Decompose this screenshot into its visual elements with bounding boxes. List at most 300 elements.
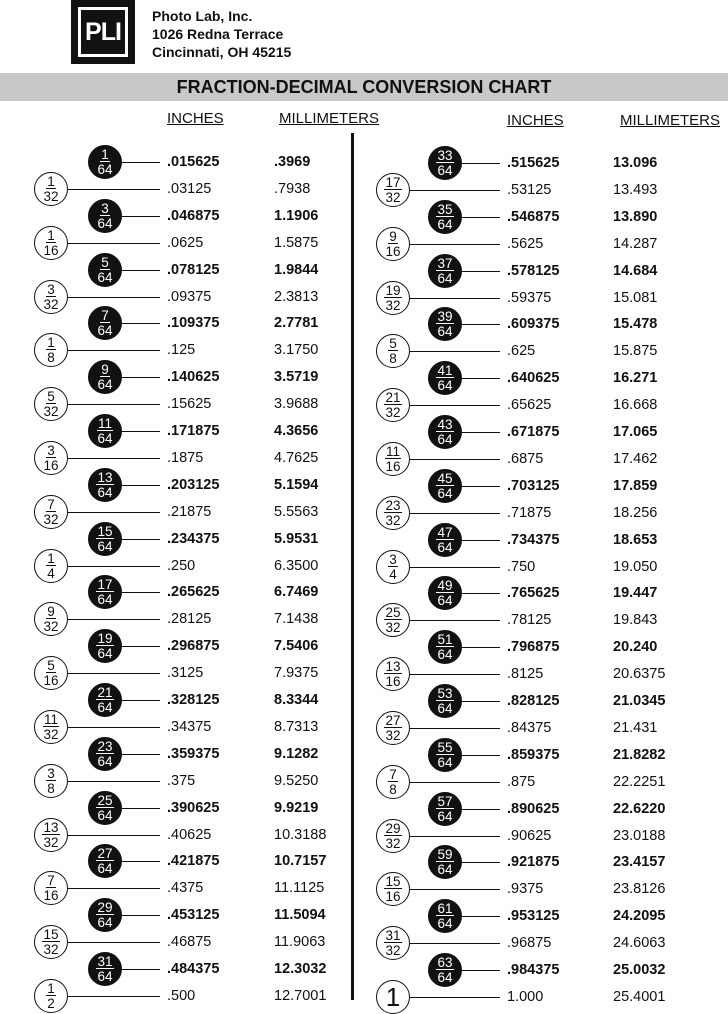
fraction-badge (34, 818, 68, 852)
fraction-badge (428, 845, 462, 879)
millimeters-value: .3969 (274, 154, 311, 170)
fraction-badge (376, 980, 410, 1014)
fraction-numerator: 23 (97, 738, 113, 754)
millimeters-value: 21.431 (613, 719, 658, 736)
fraction-numerator: 49 (437, 578, 453, 594)
fraction-badge (428, 684, 462, 718)
inches-value: .015625 (167, 154, 220, 170)
millimeters-value: 8.3344 (274, 692, 319, 708)
fraction-numerator: 5 (47, 389, 55, 405)
inches-value: .890625 (507, 800, 560, 817)
leader-line (410, 674, 500, 675)
millimeters-value: 24.6063 (613, 935, 666, 952)
fraction-badge (88, 629, 122, 663)
inches-value: .53125 (507, 181, 552, 198)
fraction-badge (34, 764, 68, 798)
fraction-numerator: 5 (47, 658, 55, 674)
millimeters-value: 2.3813 (274, 288, 319, 305)
fraction-denominator: 64 (437, 647, 453, 663)
fraction-numerator: 57 (437, 793, 453, 809)
fraction-numerator: 9 (47, 604, 55, 620)
fraction-numerator: 3 (47, 442, 55, 458)
fraction-badge (428, 361, 462, 395)
inches-value: .0625 (167, 234, 204, 251)
millimeters-value: 16.271 (613, 370, 658, 387)
millimeters-value: 25.4001 (613, 988, 666, 1005)
company-street: 1026 Redna Terrace (152, 26, 284, 42)
fraction-numerator: 39 (437, 309, 453, 325)
millimeters-value: 9.5250 (274, 772, 319, 789)
leader-line (68, 297, 160, 298)
fraction-badge (376, 819, 410, 853)
fraction-badge (34, 871, 68, 905)
leader-line (122, 915, 160, 916)
fraction-denominator: 64 (97, 753, 113, 769)
leader-line (410, 405, 500, 406)
leader-line (462, 540, 500, 541)
millimeters-value: 18.256 (613, 504, 658, 521)
leader-line (462, 271, 500, 272)
leader-line (410, 244, 500, 245)
inches-value: .250 (167, 557, 196, 574)
fraction-numerator: 45 (437, 470, 453, 486)
inches-value: .796875 (507, 639, 560, 656)
fraction-numerator: 37 (437, 255, 453, 271)
leader-line (462, 593, 500, 594)
inches-value: .875 (507, 773, 536, 790)
fraction-numerator: 13 (97, 469, 113, 485)
fraction-numerator: 11 (97, 416, 112, 431)
fraction-denominator: 32 (43, 404, 59, 420)
millimeters-value: 20.6375 (613, 666, 666, 683)
fraction-badge (376, 872, 410, 906)
fraction-numerator: 63 (437, 955, 453, 970)
fraction-badge (88, 952, 122, 986)
inches-value: .750 (507, 558, 536, 575)
fraction-numerator: 9 (101, 362, 109, 378)
fraction-numerator: 23 (385, 497, 401, 513)
leader-line (68, 727, 160, 728)
leader-line (122, 216, 160, 217)
leader-line (410, 943, 500, 944)
leader-line (462, 432, 500, 433)
inches-value: .765625 (507, 585, 560, 602)
millimeters-value: 10.3188 (274, 826, 327, 843)
fraction-denominator: 8 (47, 350, 55, 366)
fraction-denominator: 32 (385, 835, 401, 851)
millimeters-value: 15.081 (613, 289, 658, 306)
leader-line (68, 942, 160, 943)
millimeters-value: 17.859 (613, 477, 658, 494)
leader-line (410, 997, 500, 998)
fraction-badge (34, 280, 68, 314)
inches-value: .3125 (167, 665, 204, 682)
fraction-badge (88, 791, 122, 825)
fraction-numerator: 1 (47, 335, 55, 351)
fraction-denominator: 64 (437, 378, 453, 394)
fraction-badge (88, 522, 122, 556)
millimeters-value: 14.287 (613, 235, 658, 252)
inches-value: .140625 (167, 369, 220, 386)
leader-line (462, 217, 500, 218)
fraction-denominator: 16 (43, 888, 59, 904)
leader-line (410, 889, 500, 890)
fraction-denominator: 64 (437, 862, 453, 878)
millimeters-value: 11.9063 (274, 934, 326, 951)
inches-value: .46875 (167, 934, 212, 951)
fraction-numerator: 61 (437, 901, 453, 917)
millimeters-value: 16.668 (613, 397, 658, 414)
millimeters-value: 12.3032 (274, 961, 327, 977)
millimeters-value: 18.653 (613, 531, 658, 548)
leader-line (410, 620, 500, 621)
millimeters-value: 15.478 (613, 316, 658, 333)
inches-value: .046875 (167, 207, 220, 224)
fraction-denominator: 64 (97, 915, 113, 931)
fraction-denominator: 32 (385, 405, 401, 421)
inches-value: .828125 (507, 693, 560, 709)
leader-line (68, 888, 160, 889)
millimeters-value: 12.7001 (274, 987, 327, 1004)
fraction-numerator: 5 (101, 254, 109, 270)
fraction-badge (376, 227, 410, 261)
fraction-denominator: 8 (47, 780, 55, 796)
fraction-denominator: 16 (43, 457, 59, 473)
fraction-badge (34, 549, 68, 583)
fraction-badge (34, 925, 68, 959)
leader-line (410, 567, 500, 568)
inches-value: .71875 (507, 504, 552, 521)
leader-line (122, 323, 160, 324)
leader-line (68, 619, 160, 620)
column-divider (351, 133, 354, 1000)
left-inches-header: INCHES (167, 110, 224, 127)
inches-value: .296875 (167, 638, 220, 655)
fraction-denominator: 64 (97, 592, 113, 608)
fraction-numerator: 31 (97, 954, 113, 969)
fraction-badge (376, 173, 410, 207)
fraction-badge (428, 146, 462, 180)
leader-line (68, 243, 160, 244)
fraction-badge (34, 441, 68, 475)
leader-line (68, 835, 160, 836)
fraction-badge (376, 388, 410, 422)
fraction-numerator: 47 (437, 524, 453, 540)
fraction-numerator: 35 (437, 201, 453, 217)
millimeters-value: 23.0188 (613, 827, 666, 844)
fraction-denominator: 64 (97, 323, 113, 339)
fraction-denominator: 16 (385, 889, 401, 905)
fraction-badge (428, 792, 462, 826)
fraction-denominator: 32 (43, 619, 59, 635)
fraction-denominator: 32 (43, 942, 59, 958)
fraction-denominator: 32 (385, 943, 401, 959)
leader-line (68, 458, 160, 459)
fraction-numerator: 1 (47, 227, 55, 243)
fraction-badge (376, 442, 410, 476)
fraction-denominator: 64 (97, 969, 113, 984)
leader-line (410, 513, 500, 514)
millimeters-value: 17.462 (613, 450, 658, 467)
leader-line (410, 298, 500, 299)
fraction-badge (88, 414, 122, 448)
inches-value: .1875 (167, 449, 204, 466)
inches-value: .15625 (167, 396, 212, 413)
fraction-badge (428, 630, 462, 664)
millimeters-value: 10.7157 (274, 853, 327, 870)
inches-value: .328125 (167, 692, 220, 708)
millimeters-value: 5.9531 (274, 530, 319, 547)
leader-line (68, 189, 160, 190)
logo-text: PLI (78, 7, 128, 57)
inches-value: .500 (167, 987, 196, 1004)
leader-line (68, 781, 160, 782)
right-inches-header: INCHES (507, 112, 564, 129)
millimeters-value: .7938 (274, 180, 311, 197)
inches-value: .734375 (507, 531, 560, 548)
fraction-numerator: 5 (389, 336, 397, 352)
leader-line (462, 862, 500, 863)
inches-value: .6875 (507, 450, 544, 467)
leader-line (122, 861, 160, 862)
fraction-badge (428, 307, 462, 341)
fraction-badge (428, 469, 462, 503)
fraction-numerator: 25 (97, 792, 113, 808)
fraction-denominator: 4 (389, 566, 397, 582)
inches-value: .546875 (507, 208, 560, 225)
fraction-badge (88, 683, 122, 717)
inches-value: .359375 (167, 745, 220, 762)
millimeters-value: 19.050 (613, 558, 658, 575)
fraction-numerator: 1 (47, 173, 55, 189)
leader-line (462, 324, 500, 325)
fraction-badge (376, 603, 410, 637)
fraction-denominator: 64 (97, 807, 113, 823)
inches-value: .453125 (167, 907, 220, 924)
fraction-denominator: 32 (385, 512, 401, 528)
inches-value: .984375 (507, 962, 560, 978)
leader-line (410, 728, 500, 729)
fraction-badge (376, 657, 410, 691)
fraction-numerator: 29 (97, 900, 113, 916)
inches-value: .09375 (167, 288, 212, 305)
inches-value: .703125 (507, 477, 560, 494)
fraction-badge (88, 898, 122, 932)
inches-value: .859375 (507, 746, 560, 763)
left-millimeters-header: MILLIMETERS (279, 110, 380, 127)
fraction-numerator: 59 (437, 847, 453, 863)
millimeters-value: 22.6220 (613, 800, 666, 817)
fraction-badge (428, 953, 462, 987)
fraction-badge (376, 496, 410, 530)
fraction-badge (88, 468, 122, 502)
fraction-denominator: 8 (389, 351, 397, 367)
leader-line (122, 162, 160, 163)
fraction-denominator: 2 (47, 995, 55, 1011)
fraction-numerator: 41 (437, 363, 453, 379)
inches-value: .21875 (167, 503, 212, 520)
fraction-denominator: 32 (43, 834, 59, 850)
fraction-denominator: 64 (97, 484, 113, 500)
fraction-numerator: 3 (47, 281, 55, 297)
inches-value: .421875 (167, 853, 220, 870)
fraction-numerator: 7 (47, 873, 55, 889)
inches-value: .90625 (507, 827, 552, 844)
fraction-denominator: 32 (385, 189, 401, 205)
millimeters-value: 20.240 (613, 639, 658, 656)
inches-value: .484375 (167, 961, 220, 977)
millimeters-value: 1.9844 (274, 261, 319, 278)
fraction-badge (428, 200, 462, 234)
inches-value: .109375 (167, 315, 220, 332)
millimeters-value: 17.065 (613, 424, 658, 440)
millimeters-value: 7.1438 (274, 611, 319, 628)
inches-value: .9375 (507, 881, 544, 898)
leader-line (122, 270, 160, 271)
leader-line (68, 566, 160, 567)
fraction-denominator: 32 (43, 296, 59, 312)
fraction-denominator: 64 (97, 377, 113, 393)
inches-value: 1.000 (507, 988, 544, 1005)
leader-line (122, 700, 160, 701)
fraction-denominator: 32 (385, 620, 401, 636)
fraction-denominator: 64 (97, 700, 113, 715)
millimeters-value: 23.4157 (613, 854, 666, 871)
fraction-badge (88, 253, 122, 287)
millimeters-value: 5.1594 (274, 476, 319, 493)
leader-line (410, 782, 500, 783)
fraction-numerator: 7 (101, 308, 109, 324)
fraction-badge (34, 979, 68, 1013)
fraction-denominator: 4 (47, 565, 55, 581)
fraction-numerator: 43 (437, 417, 453, 432)
inches-value: .640625 (507, 370, 560, 387)
fraction-denominator: 16 (43, 242, 59, 258)
fraction-badge (88, 145, 122, 179)
fraction-badge (88, 844, 122, 878)
fraction-denominator: 32 (43, 511, 59, 527)
inches-value: .609375 (507, 316, 560, 333)
millimeters-value: 6.3500 (274, 557, 319, 574)
millimeters-value: 7.9375 (274, 665, 319, 682)
millimeters-value: 6.7469 (274, 584, 319, 601)
fraction-denominator: 64 (437, 701, 453, 716)
fraction-denominator: 64 (437, 485, 453, 501)
inches-value: .953125 (507, 908, 560, 925)
leader-line (68, 996, 160, 997)
leader-line (462, 755, 500, 756)
inches-value: .59375 (507, 289, 552, 306)
fraction-badge (88, 306, 122, 340)
fraction-denominator: 64 (437, 808, 453, 824)
inches-value: .84375 (507, 719, 552, 736)
leader-line (122, 808, 160, 809)
fraction-badge (428, 576, 462, 610)
fraction-badge (34, 172, 68, 206)
inches-value: .671875 (507, 424, 560, 440)
inches-value: .78125 (507, 612, 552, 629)
fraction-denominator: 16 (385, 243, 401, 259)
inches-value: .078125 (167, 261, 220, 278)
fraction-denominator: 64 (97, 538, 113, 554)
fraction-badge (376, 711, 410, 745)
inches-value: .96875 (507, 935, 552, 952)
fraction-numerator: 19 (385, 282, 401, 298)
fraction-numerator: 7 (47, 496, 55, 512)
fraction-numerator: 29 (385, 820, 401, 836)
millimeters-value: 22.2251 (613, 773, 666, 790)
fraction-badge (34, 656, 68, 690)
inches-value: .65625 (507, 397, 552, 414)
millimeters-value: 13.493 (613, 181, 658, 198)
inches-value: .625 (507, 343, 536, 360)
fraction-denominator: 16 (385, 458, 401, 474)
fraction-denominator: 64 (97, 861, 113, 877)
millimeters-value: 3.1750 (274, 342, 319, 359)
company-address (152, 7, 291, 61)
leader-line (122, 754, 160, 755)
fraction-denominator: 64 (97, 646, 113, 662)
leader-line (122, 592, 160, 593)
millimeters-value: 11.1125 (274, 880, 325, 897)
fraction-numerator: 31 (385, 928, 401, 944)
leader-line (462, 647, 500, 648)
millimeters-value: 24.2095 (613, 908, 666, 925)
millimeters-value: 9.1282 (274, 745, 319, 762)
fraction-badge (34, 602, 68, 636)
fraction-denominator: 64 (437, 593, 453, 609)
fraction-numerator: 15 (385, 874, 401, 890)
fraction-numerator: 9 (389, 228, 397, 244)
leader-line (122, 485, 160, 486)
fraction-numerator: 7 (389, 766, 397, 782)
fraction-denominator: 64 (97, 215, 113, 231)
millimeters-value: 21.0345 (613, 693, 666, 709)
fraction-denominator: 64 (437, 324, 453, 340)
fraction-numerator: 3 (389, 551, 397, 567)
fraction-badge (88, 737, 122, 771)
fraction-badge (376, 334, 410, 368)
fraction-numerator: 21 (97, 685, 113, 700)
inches-value: .578125 (507, 262, 560, 279)
fraction-denominator: 64 (97, 431, 113, 446)
fraction-badge (428, 738, 462, 772)
millimeters-value: 14.684 (613, 262, 658, 279)
leader-line (410, 351, 500, 352)
fraction-numerator: 19 (97, 631, 113, 647)
inches-value: .171875 (167, 423, 220, 439)
fraction-denominator: 16 (385, 674, 401, 690)
fraction-denominator: 32 (385, 297, 401, 313)
leader-line (410, 190, 500, 191)
leader-line (68, 512, 160, 513)
fraction-numerator: 27 (385, 712, 401, 728)
fraction-denominator: 64 (97, 162, 113, 177)
fraction-numerator: 53 (437, 686, 453, 701)
leader-line (462, 163, 500, 164)
fraction-badge (428, 254, 462, 288)
inches-value: .40625 (167, 826, 212, 843)
millimeters-value: 25.0032 (613, 962, 666, 978)
leader-line (68, 404, 160, 405)
pli-logo (71, 0, 135, 64)
inches-value: .125 (167, 342, 196, 359)
leader-line (68, 350, 160, 351)
fraction-numerator: 15 (97, 523, 113, 539)
fraction-denominator: 32 (43, 726, 59, 742)
fraction-numerator: 27 (97, 846, 113, 862)
leader-line (462, 378, 500, 379)
